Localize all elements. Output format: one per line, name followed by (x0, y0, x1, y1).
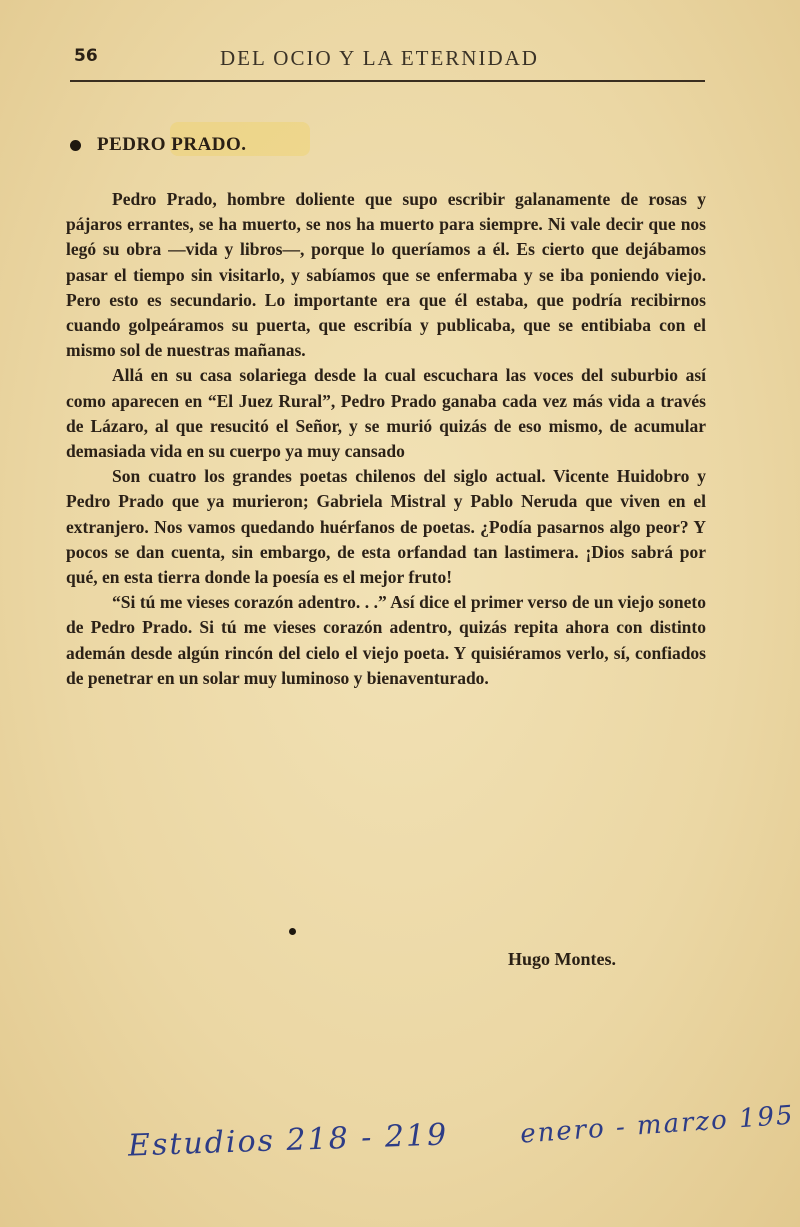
running-header (70, 44, 705, 82)
page-number: 56 (74, 46, 98, 66)
author-signature: Hugo Montes. (508, 949, 616, 969)
section-heading-text: PEDRO PRADO. (97, 134, 247, 155)
article-body (66, 187, 706, 691)
section-heading (70, 134, 247, 156)
bullet-icon (70, 140, 81, 151)
separator-dot-icon (289, 928, 296, 935)
paragraph: Son cuatro los grandes poetas chilenos del siglo actual. Vicente Huidobro y Pedro Prado que ya murieron; Gabriela Mistral y Pablo Neruda que viven en el extranjero. Nos vamos quedando huérfanos de poetas. ¿Podía pasarnos algo peor? Y pocos se dan cuenta, sin embargo, de esta orfandad tan lastimera. ¡Dios sabrá por qué, en esta tierra donde la poesía es el mejor fruto! (66, 466, 706, 588)
handwritten-source-note: Estudios 218 - 219 (127, 1117, 449, 1164)
paragraph: Pedro Prado, hombre doliente que supo escribir galanamente de rosas y pájaros errantes, se ha muerto, se nos ha muerto para siempre. Ni vale decir que nos legó su obra —vida y libros—, porque lo queríamos a él. Es cierto que dejábamos pasar el tiempo sin visitarlo, y sabíamos que se enfermaba y se iba poniendo viejo. Pero esto es secundario. Lo importante era que él estaba, que podría recibirnos cuando golpeáramos su puerta, que escribía y publicaba, que se entibiaba con el mismo sol de nuestras mañanas. (66, 189, 706, 361)
running-title: DEL OCIO Y LA ETERNIDAD (220, 46, 539, 70)
paragraph: Allá en su casa solariega desde la cual escuchara las voces del suburbio así como aparecen en “El Juez Rural”, Pedro Prado ganaba cada vez más vida a través de Lázaro, al que resucitó el Señor, y se murió quizás de eso mismo, de acumular demasiada vida en su cuerpo ya muy cansado (66, 365, 706, 462)
handwritten-date-note: enero - marzo 195 (519, 1100, 796, 1150)
paragraph: “Si tú me vieses corazón adentro. . .” Así dice el primer verso de un viejo soneto de Pedro Prado. Si tú me vieses corazón adentro, quizás repita ahora con distinto ademán desde algún rincón del cielo el viejo poeta. Y quisiéramos verlo, sí, confiados de penetrar en un solar muy luminoso y bienaventurado. (66, 592, 706, 688)
